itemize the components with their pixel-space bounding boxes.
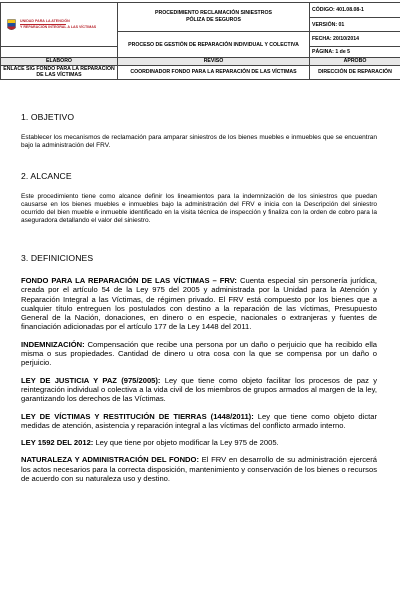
document-version: VERSIÓN: 01 bbox=[310, 18, 400, 32]
definition-term: INDEMNIZACIÓN: bbox=[21, 339, 85, 349]
aprobo-label: APROBÓ bbox=[310, 58, 400, 66]
title-line1: PROCEDIMIENTO RECLAMACIÓN SINIESTROS bbox=[155, 10, 272, 16]
definition-term: FONDO PARA LA REPARACIÓN DE LAS VÍCTIMAS – FRV: bbox=[21, 276, 237, 285]
document-header-table bbox=[0, 2, 400, 80]
reviso-label: REVISÓ bbox=[118, 58, 310, 66]
section-alcance-title: 2. ALCANCE bbox=[21, 171, 72, 181]
definition-text: Ley que tiene como objeto facilitar los procesos de paz y reintegración individual o colectiva a la vida civil de los miembros de grupos armados al margen de la ley, garantizando los derechos de las Víctimas. bbox=[21, 375, 377, 404]
definition-term: LEY DE JUSTICIA Y PAZ (975/2005): bbox=[21, 375, 161, 385]
document-page: PÁGINA: 1 de 5 bbox=[310, 47, 400, 58]
logo-cell-spacer bbox=[1, 47, 118, 58]
reviso-value: COORDINADOR FONDO PARA LA REPARACIÓN DE LAS VÍCTIMAS bbox=[118, 66, 310, 80]
document-body bbox=[21, 112, 377, 483]
definition-item bbox=[21, 412, 377, 431]
definition-term: LEY 1592 DEL 2012: bbox=[21, 438, 94, 448]
definition-text: El FRV en desarrollo de su administración ejercerá los actos necesarios para la correcta disposición, mantenimiento y conservación de los bienes o recursos de acuerdo con su naturaleza uso y destino. bbox=[21, 455, 377, 484]
aprobo-value: DIRECCIÓN DE REPARACIÓN bbox=[310, 66, 400, 80]
section-objetivo-title: 1. OBJETIVO bbox=[21, 112, 75, 122]
document-title bbox=[118, 3, 310, 32]
logo-text-line1: UNIDAD PARA LA ATENCIÓN bbox=[20, 19, 70, 24]
document-code: CÓDIGO: 401.08.08-1 bbox=[310, 3, 400, 18]
section-objetivo-text: Establecer los mecanismos de reclamación para amparar siniestros de los bienes muebles e inmuebles que se encuentran bajo la administración del FRV. bbox=[21, 134, 377, 149]
section-definiciones-title: 3. DEFINICIONES bbox=[21, 253, 94, 263]
definition-term: LEY DE VÍCTIMAS Y RESTITUCIÓN DE TIERRAS (1448/2011): bbox=[21, 411, 254, 421]
definition-text: Ley que tiene por objeto modificar la Ley 975 de 2005. bbox=[93, 438, 279, 448]
definition-item bbox=[21, 340, 377, 368]
institution-logo-text bbox=[20, 19, 96, 29]
colombia-shield-icon bbox=[7, 19, 16, 31]
elaboro-value: ENLACE SIG FONDO PARA LA REPARACIÓN DE LAS VÍCTIMAS bbox=[1, 66, 118, 80]
definition-item bbox=[21, 376, 377, 404]
title-line2: PÓLIZA DE SEGUROS bbox=[186, 17, 241, 23]
logo-text-line2: Y REPARACIÓN INTEGRAL A LAS VÍCTIMAS bbox=[20, 25, 97, 30]
document-date: FECHA: 20/10/2014 bbox=[310, 32, 400, 47]
section-alcance-text: Este procedimiento tiene como alcance definir los lineamientos para la indemnización de los siniestros que puedan causarse en los bienes muebles e inmuebles bajo la administración del FRV e inicia con la Descripción del siniestro ocurrido del bien mueble e inmueble identificado en la visita técnica de inspección y finaliza con la orden de cobro para la aseguradora detallando el valor del siniestro. bbox=[21, 193, 377, 224]
definition-text: Compensación que recibe una persona por un daño o perjuicio que ha recibido ella misma o sus propiedades. Cantidad de dinero u otra cosa con la que se compensa por un daño o perjuicio. bbox=[21, 339, 377, 368]
definition-item bbox=[21, 276, 377, 332]
elaboro-label: ELABORÓ bbox=[1, 58, 118, 66]
definition-text: Ley que tiene como objeto dictar medidas de atención, asistencia y reparación integral a las víctimas del conflicto armado interno. bbox=[21, 411, 377, 430]
definition-text: Cuenta especial sin personería jurídica, creada por el artículo 54 de la Ley 975 del 2005 y administrada por la Unidad para la Atención y Reparación Integral a las Víctimas, de régimen privado. El FRV está compuesto por los bienes que a cualquier título entreguen los postulados con destino a la reparación de las víctimas, Presupuesto General de la Nación, donaciones, en dinero o en especie, nacionales o extranjeras y fuentes de financiación adicionadas por el artículo 177 de la Ley 1448 del 2011. bbox=[21, 276, 378, 332]
logo-cell bbox=[1, 3, 118, 47]
definition-item bbox=[21, 455, 377, 483]
definition-item bbox=[21, 438, 377, 447]
definition-term: NATURALEZA Y ADMINISTRACIÓN DEL FONDO: bbox=[21, 455, 199, 465]
process-name: PROCESO DE GESTIÓN DE REPARACIÓN INDIVIDUAL Y COLECTIVA bbox=[118, 32, 310, 58]
